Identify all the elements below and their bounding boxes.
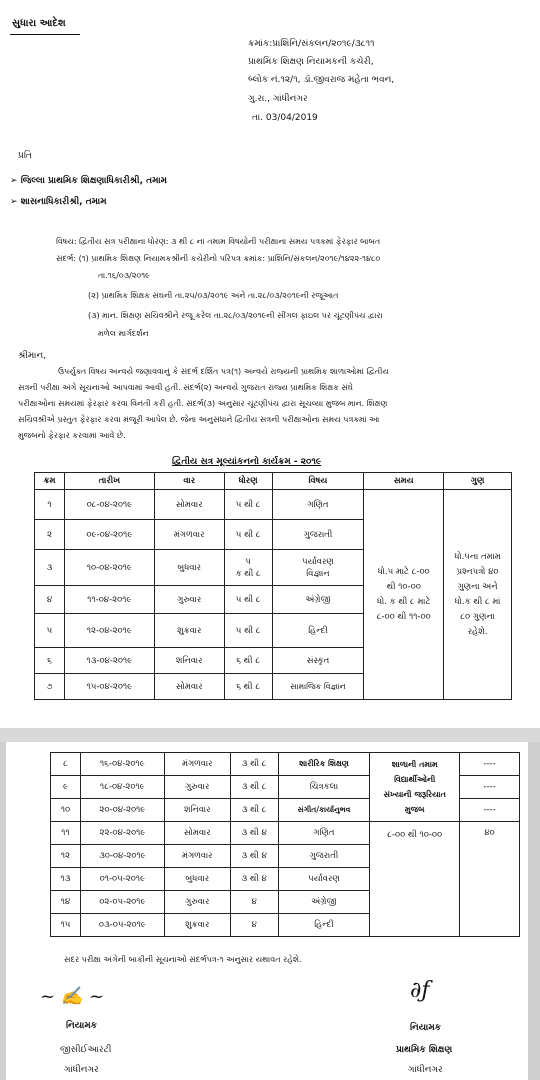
time-text: ધો.૫ માટે ૮-૦૦ થી ૧૦-૦૦ ધો. ક થી ૮ માટે ૮-૦૦ થી ૧૧-૦૦: [376, 566, 431, 622]
office-name: પ્રાથમિક શિક્ષણ નિયામકની કચેરી,: [248, 57, 374, 67]
cell-standard: ૫ ક થી ૮: [224, 550, 272, 586]
cell-date: ૧૬-૦૪-૨૦૧૯: [80, 753, 164, 776]
cell-marks-merged: [444, 490, 512, 700]
cell-subject: સંગીત/કાર્યાનુભવ: [278, 799, 370, 822]
cell-date: ૧૦-૦૪-૨૦૧૯: [64, 550, 154, 586]
table-row: [51, 753, 520, 776]
cell-date: ૦૮-૦૪-૨૦૧૯: [64, 490, 154, 520]
cell-serial: ૧૫: [51, 914, 81, 937]
cell-day: શનિવાર: [164, 799, 230, 822]
addressee-2-text: શાસનાધિકારીશ્રી, તમામ: [20, 197, 107, 207]
cell-subject: ગુજરાતી: [278, 845, 370, 868]
header-subject: વિષય: [272, 473, 364, 490]
marks-text: ધો.૫ના તમામ પ્રશ્નપત્રો ૪૦ ગુણના અને ધો.ક થી ૮ માં ૮૦ ગુણના રહેશે.: [454, 551, 501, 637]
cell-serial: ૯: [51, 776, 81, 799]
cell-standard: ૩ થી ૪: [230, 868, 278, 891]
subject-line: વિષય: દ્વિતીય સત્ર પરીક્ષાના ધોરણ: ૩ થી ૮ ના તમામ વિષયોની પરીક્ષાના સમય પત્રકમાં ફેરફાર બાબત: [56, 237, 381, 246]
scan-edge-left: [0, 742, 6, 1080]
body-line-4: સચિવશ્રીએ પ્રસ્તુત ફેરફાર કરવા મંજૂરી આપેલ છે. જેના અનુસંધાને દ્વિતીય સત્રની પરીક્ષાઓના સમય પત્રકમાં આ: [18, 415, 380, 424]
cell-date: ૦૩-૦૫-૨૦૧૯: [80, 914, 164, 937]
reference-1: સંદર્ભ: (૧) પ્રાથમિક શિક્ષણ નિયામકશ્રીની કચેરીનો પરિપત્ર ક્રમાંક: પ્રાશિનિ/સંકલન/૨૦૧૯/૧૪૨૨-૧૪૮૦: [56, 254, 381, 263]
cell-serial: ૬: [35, 648, 65, 674]
cell-time-main: [370, 822, 460, 937]
left-signatory-title: નિયામક: [66, 1021, 98, 1031]
header-date: તારીખ: [64, 473, 154, 490]
cell-serial: ૪: [35, 586, 65, 614]
prati-label: પ્રતિ: [18, 151, 32, 161]
cell-serial: ૧: [35, 490, 65, 520]
table-row: [35, 490, 512, 520]
body-line-2: સત્રની પરીક્ષા અંગે સૂચનાઓ આપવામાં આવી હતી. સંદર્ભ(૨) અન્વયે ગુજરાત રાજ્ય પ્રાથમિક શિક્ષક સંઘે: [18, 383, 354, 392]
body-line-1: ઉપર્યુક્ત વિષય અન્વયે જણાવવાનું કે સંદર્ભ દર્શિત પત્ર(૧) અન્વયે રાજ્યની પ્રાથમિક શાળાઓમાં દ્વિતીય: [58, 367, 389, 376]
body-line-5: મુજબનો ફેરફાર કરવામાં આવે છે.: [18, 431, 126, 440]
time-main-text: ૮-૦૦ થી ૧૦-૦૦: [387, 830, 443, 840]
cell-subject: હિન્દી: [278, 914, 370, 937]
cell-serial: ૩: [35, 550, 65, 586]
reference-2: (૨) પ્રાથમિક શિક્ષક સંઘની તા.૨૫/૦૩/૨૦૧૯ અને તા.૨૮/૦૩/૨૦૧૯ની રજૂઆત: [88, 291, 339, 300]
header-serial: ક્રમ: [35, 473, 65, 490]
cell-subject: સંસ્કૃત: [272, 648, 364, 674]
cell-day: શુક્રવાર: [164, 914, 230, 937]
cell-serial: ૫: [35, 614, 65, 648]
cell-subject: અંગ્રેજી: [272, 586, 364, 614]
letter-date: તા. 03/04/2019: [252, 113, 318, 123]
office-city: ગુ.રા., ગાંધીનગર: [248, 94, 308, 104]
cell-subject: પર્યાવરણ વિજ્ઞાન: [272, 550, 364, 586]
footer-note: સદર પરીક્ષા અંગેની બાકીની સૂચનાઓ સંદર્ભપત્ર-૧ અનુસાર યથાવત રહેશે.: [64, 955, 302, 964]
cell-standard: ૩ થી ૪: [230, 822, 278, 845]
cell-date: ૦૨-૦૫-૨૦૧૯: [80, 891, 164, 914]
cell-time-note: [370, 753, 460, 822]
tag-underline: [10, 34, 80, 35]
right-signatory-title: નિયામક: [410, 1023, 442, 1033]
cell-serial: ૧૧: [51, 822, 81, 845]
schedule-table-1: [34, 472, 512, 700]
cell-day: ગુરુવાર: [164, 891, 230, 914]
body-line-3: પરીક્ષાઓના સમયમાં ફેરફાર કરવા વિનંતી કરી હતી. સંદર્ભ(૩) અનુસાર ચૂંટણીપંચ દ્વારા સૂચવ્યા મુજબ માન. શિક્ષણ: [18, 399, 388, 408]
cell-marks: ----: [460, 799, 520, 822]
cell-day: શુક્રવાર: [154, 614, 224, 648]
cell-day: મંગળવાર: [164, 753, 230, 776]
cell-date: ૧૧-૦૪-૨૦૧૯: [64, 586, 154, 614]
header-time: સમય: [364, 473, 444, 490]
cell-date: ૧૫-૦૪-૨૦૧૯: [64, 674, 154, 700]
right-signatory-city: ગાંધીનગર: [408, 1065, 443, 1075]
cell-standard: ૫ થી ૮: [224, 614, 272, 648]
cell-day: બુધવાર: [154, 550, 224, 586]
addressee-2: ➢ શાસનાધિકારીશ્રી, તમામ: [10, 197, 107, 207]
cell-marks: ----: [460, 776, 520, 799]
cell-subject: ગુજરાતી: [272, 520, 364, 550]
cell-standard: ૩ થી ૮: [230, 753, 278, 776]
cell-marks: ----: [460, 753, 520, 776]
left-signature: ~ ✍ ~: [40, 986, 105, 1007]
reference-3: (૩) માન. શિક્ષણ સચિવશ્રીને રજૂ કરેલ તા.૨૮/૦૩/૨૦૧૯ની સીંગલ ફાઇલ પર ચૂંટણીપંચ દ્વારા: [88, 311, 383, 320]
header-marks: ગુણ: [444, 473, 512, 490]
cell-standard: ૪: [230, 914, 278, 937]
cell-day: સોમવાર: [154, 674, 224, 700]
cell-day: ગુરુવાર: [164, 776, 230, 799]
reference-3-cont: મળેલ માર્ગદર્શન: [98, 329, 149, 338]
correction-order-tag: સુધારા આદેશ: [12, 18, 66, 29]
cell-subject: ચિત્રકલા: [278, 776, 370, 799]
addressee-1-text: જિલ્લા પ્રાથમિક શિક્ષણાધિકારીશ્રી, તમામ: [20, 176, 168, 186]
cell-subject: ગણિત: [272, 490, 364, 520]
cell-time-merged: [364, 490, 444, 700]
salutation: શ્રીમાન,: [18, 351, 47, 361]
cell-standard: ૩ થી ૮: [230, 776, 278, 799]
reference-1-date: તા.૧૬/૦૩/૨૦૧૯: [98, 271, 150, 280]
right-signatory-org: પ્રાથમિક શિક્ષણ: [396, 1045, 453, 1055]
cell-day: ગુરુવાર: [154, 586, 224, 614]
cell-subject: પર્યાવરણ: [278, 868, 370, 891]
cell-subject: સામાજિક વિજ્ઞાન: [272, 674, 364, 700]
cell-standard: ૬ થી ૮: [224, 674, 272, 700]
cell-day: મંગળવાર: [164, 845, 230, 868]
cell-standard: ૫ થી ૮: [224, 520, 272, 550]
cell-date: ૩૦-૦૪-૨૦૧૯: [80, 845, 164, 868]
cell-serial: ૧૪: [51, 891, 81, 914]
cell-serial: ૭: [35, 674, 65, 700]
table-header-row: [35, 473, 512, 490]
cell-standard: ૩ થી ૪: [230, 845, 278, 868]
cell-standard: ૩ થી ૮: [230, 799, 278, 822]
scan-edge-right: [528, 742, 540, 1080]
cell-subject: શારીરિક શિક્ષણ: [278, 753, 370, 776]
cell-standard: ૫ થી ૮: [224, 586, 272, 614]
cell-day: બુધવાર: [164, 868, 230, 891]
cell-date: ૧૩-૦૪-૨૦૧૯: [64, 648, 154, 674]
cell-serial: ૨: [35, 520, 65, 550]
cell-serial: ૮: [51, 753, 81, 776]
addressee-1: ➢ જિલ્લા પ્રાથમિક શિક્ષણાધિકારીશ્રી, તમામ: [10, 176, 168, 186]
cell-marks: ૪૦: [460, 822, 520, 937]
table-row: [51, 822, 520, 845]
cell-serial: ૧૩: [51, 868, 81, 891]
cell-standard: ૪: [230, 891, 278, 914]
cell-standard: ૬ થી ૮: [224, 648, 272, 674]
cell-date: ૨૦-૦૪-૨૦૧૯: [80, 799, 164, 822]
reference-number: ક્રમાંક:પ્રાશિનિ/સંકલન/૨૦૧૯/૩૮૧૧: [248, 39, 375, 49]
right-signature: ∂ƒ: [410, 978, 430, 1003]
page-separator: [0, 728, 540, 742]
cell-day: શનિવાર: [154, 648, 224, 674]
header-day: વાર: [154, 473, 224, 490]
cell-date: ૨૨-૦૪-૨૦૧૯: [80, 822, 164, 845]
cell-standard: ૫ થી ૮: [224, 490, 272, 520]
header-standard: ધોરણ: [224, 473, 272, 490]
cell-serial: ૧૨: [51, 845, 81, 868]
office-address: બ્લોક નં.૧૨/૧, ડૉ.જીવરાજ મહેતા ભવન,: [248, 75, 395, 85]
cell-date: ૧૮-૦૪-૨૦૧૯: [80, 776, 164, 799]
left-signatory-org: જીસીઈઆરટી: [60, 1045, 112, 1055]
cell-subject: ગણિત: [278, 822, 370, 845]
document-page-2: [0, 742, 540, 1080]
left-signatory-city: ગાંધીનગર: [64, 1065, 99, 1075]
time-note-text: શાળાની તમામ વિદ્યાર્થીઓની સંખ્યાની જરૂરિયાત મુજબ: [383, 760, 446, 814]
cell-day: મંગળવાર: [154, 520, 224, 550]
cell-date: ૧૨-૦૪-૨૦૧૯: [64, 614, 154, 648]
cell-day: સોમવાર: [154, 490, 224, 520]
cell-serial: ૧૦: [51, 799, 81, 822]
cell-subject: હિન્દી: [272, 614, 364, 648]
cell-day: સોમવાર: [164, 822, 230, 845]
schedule-table-2: [50, 752, 520, 937]
cell-subject: અંગ્રેજી: [278, 891, 370, 914]
cell-date: ૦૯-૦૪-૨૦૧૯: [64, 520, 154, 550]
schedule-title: દ્વિતીય સત્ર મૂલ્યાંકનનો કાર્યક્રમ - ૨૦૧૯: [172, 457, 322, 467]
cell-date: ૦૧-૦૫-૨૦૧૯: [80, 868, 164, 891]
